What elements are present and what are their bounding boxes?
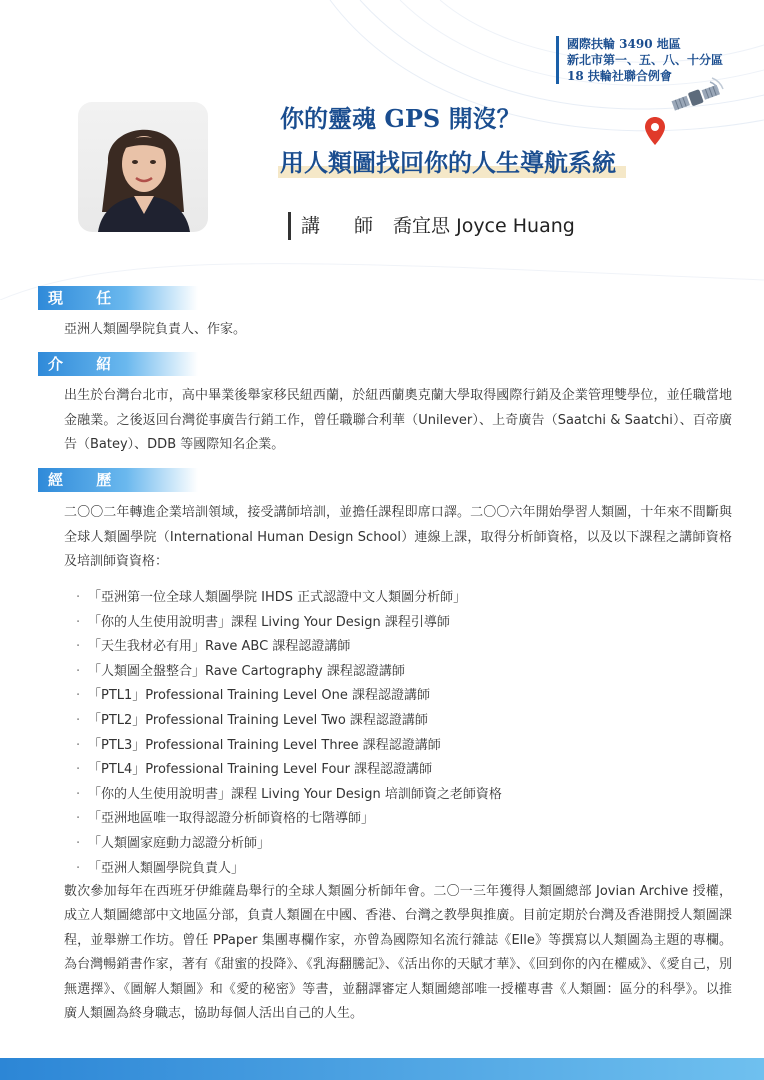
bullet-icon: · (76, 835, 81, 851)
speaker-photo (78, 102, 208, 232)
organizer-line-1: 國際扶輪 3490 地區 (567, 37, 681, 51)
intro-text: 出生於台灣台北市，高中畢業後舉家移民紐西蘭，於紐西蘭奧克蘭大學取得國際行銷及企業管理雙學位，並任職當地金融業。之後返回台灣從事廣告行銷工作，曾任職聯合利華（Unilever）、上奇廣告（Saatchi & Saatchi）、百帝廣告（Batey）、DDB 等國際知名企業。 (64, 388, 732, 452)
list-item: · 「PTL1」Professional Training Level One 課程認證講師 (76, 684, 736, 709)
bullet-icon: · (76, 688, 81, 704)
current-text: 亞洲人類圖學院負責人、作家。 (64, 322, 247, 337)
list-item: · 「亞洲地區唯一取得認證分析師資格的七階導師」 (76, 807, 736, 832)
list-item: · 「人類圖全盤整合」Rave Cartography 課程認證講師 (76, 660, 736, 685)
organizer-block (556, 36, 764, 84)
bullet-icon: · (76, 663, 81, 679)
list-item: · 「亞洲人類圖學院負責人」 (76, 857, 736, 882)
list-item: · 「PTL4」Professional Training Level Four 課程認證講師 (76, 758, 736, 783)
list-item: · 「PTL3」Professional Training Level Three 課程認證講師 (76, 734, 736, 759)
bullet-icon: · (76, 590, 81, 605)
bullet-icon: · (76, 860, 81, 876)
speaker-name: 喬宜思 Joyce Huang (393, 215, 575, 237)
bullet-icon: · (76, 614, 81, 630)
title-line-1: 你的靈魂 GPS 開沒？ (280, 104, 521, 133)
bullet-icon: · (76, 762, 81, 778)
bullet-icon: · (76, 639, 81, 655)
qualification-list (76, 586, 736, 881)
section-heading-experience: 經 歷 (38, 468, 198, 492)
list-item: · 「亞洲第一位全球人類圖學院 IHDS 正式認證中文人類圖分析師」 (76, 586, 736, 611)
bullet-icon: · (76, 737, 81, 753)
speaker-role: 講 師 (301, 215, 388, 237)
bullet-icon: · (76, 712, 81, 728)
bullet-icon: · (76, 786, 81, 802)
portrait-illustration (78, 102, 208, 232)
bottom-bar (0, 1058, 764, 1080)
section-heading-current: 現 任 (38, 286, 198, 310)
list-item: · 「天生我材必有用」Rave ABC 課程認證講師 (76, 635, 736, 660)
satellite-icon (668, 76, 728, 120)
speaker-line (288, 212, 575, 240)
experience-closing-text: 數次參加每年在西班牙伊維薩島舉行的全球人類圖分析師年會。二〇一三年獲得人類圖總部 Jovian Archive 授權，成立人類圖總部中文地區分部，負責人類圖在中國、香港、台灣之教學與推廣。目前定期於台灣及香港開授人類圖課程，並舉辦工作坊。曾任 PPaper 集團專欄作家，亦曾為國際知名流行雜誌《Elle》等撰寫以人類圖為主題的專欄。為台灣暢銷書作家，著有《甜蜜的投降》、《乳海翻騰記》、《活出你的天賦才華》、《回到你的內在權威》、《愛自己，別無選擇》、《圖解人類圖》和《愛的秘密》等書，並翻譯審定人類圖總部唯一授權專書《人類圖：區分的科學》。以推廣人類圖為終身職志，協助每個人活出自己的人生。 (64, 884, 732, 1022)
title-line-2: 用人類圖找回你的人生導航系統 (280, 148, 616, 177)
experience-text: 二〇〇二年轉進企業培訓領域，接受講師培訓，並擔任課程即席口譯。二〇〇六年開始學習人類圖，十年來不間斷與全球人類圖學院（International Human Design School）連線上課，取得分析師資格，以及以下課程之講師資格及培訓師資資格： (64, 505, 732, 569)
section-heading-intro: 介 紹 (38, 352, 198, 376)
list-item: · 「你的人生使用說明書」課程 Living Your Design 培訓師資之老師資格 (76, 783, 736, 808)
list-item: · 「PTL2」Professional Training Level Two 課程認證講師 (76, 709, 736, 734)
organizer-line-3: 18 扶輪社聯合例會 (567, 69, 672, 83)
bullet-icon: · (76, 811, 81, 827)
list-item: · 「人類圖家庭動力認證分析師」 (76, 832, 736, 857)
organizer-line-2: 新北市第一、五、八、十分區 (567, 53, 724, 67)
map-pin-icon (644, 116, 666, 146)
list-item: · 「你的人生使用說明書」課程 Living Your Design 課程引導師 (76, 611, 736, 636)
